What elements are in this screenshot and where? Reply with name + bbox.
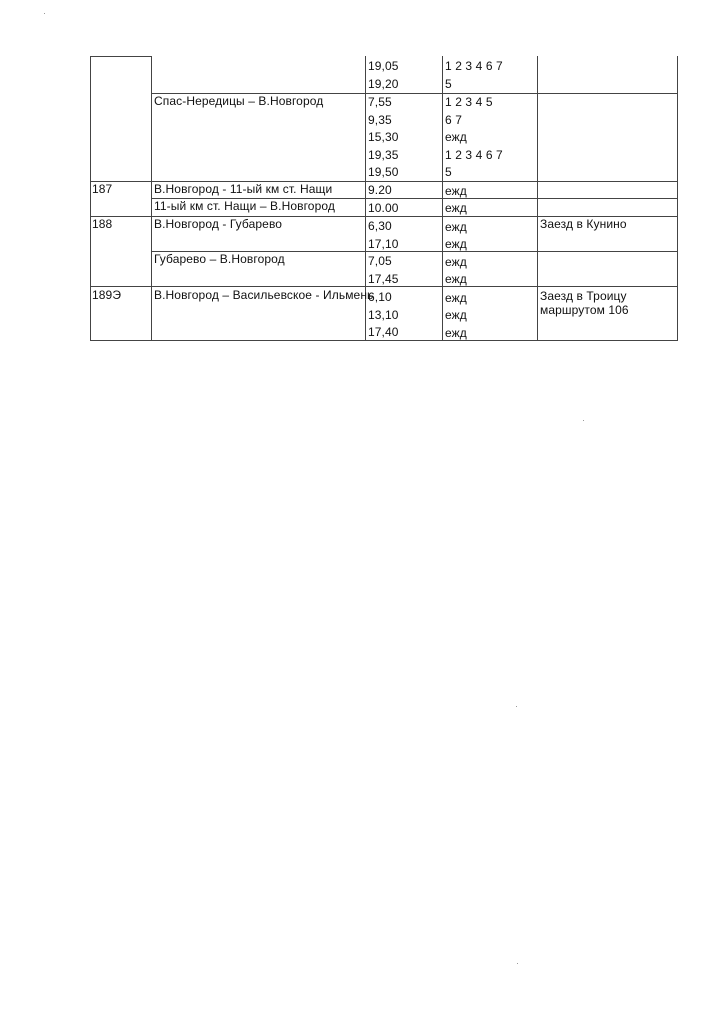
route-cell: Спас-Нередицы – В.Новгород xyxy=(154,94,324,108)
table-bottom-border xyxy=(90,340,678,341)
days-cell: 5 xyxy=(445,77,452,91)
route-number-cell: 187 xyxy=(92,182,113,196)
time-cell: 6,30 xyxy=(368,219,392,233)
days-cell: ежд xyxy=(445,272,467,286)
time-cell: 19,50 xyxy=(368,165,399,179)
route-cell: 11-ый км ст. Нащи – В.Новгород xyxy=(154,199,335,213)
time-cell: 17,45 xyxy=(368,272,399,286)
route-cell: В.Новгород – Васильевское - Ильмень xyxy=(154,288,374,302)
table-border-right xyxy=(677,56,678,341)
days-cell: ежд xyxy=(445,237,467,251)
note-cell: Заезд в Кунино xyxy=(540,217,627,231)
days-cell: ежд xyxy=(445,291,467,305)
note-cell: Заезд в Троицу маршрутом 106 xyxy=(540,289,629,317)
row-divider xyxy=(90,286,678,287)
route-cell: Губарево – В.Новгород xyxy=(154,252,285,266)
time-cell: 19,20 xyxy=(368,77,399,91)
time-cell: 10.00 xyxy=(368,201,399,215)
days-cell: ежд xyxy=(445,220,467,234)
days-cell: 1 2 3 4 5 xyxy=(445,95,493,109)
days-cell: ежд xyxy=(445,201,467,215)
time-cell: 7,05 xyxy=(368,254,392,268)
time-cell: 17,10 xyxy=(368,237,399,251)
time-cell: 7,55 xyxy=(368,95,392,109)
table-border-left xyxy=(90,56,91,341)
route-cell: В.Новгород - Губарево xyxy=(154,217,283,231)
days-cell: ежд xyxy=(445,184,467,198)
scan-speck xyxy=(517,963,518,964)
scan-speck xyxy=(44,13,45,14)
days-cell: ежд xyxy=(445,326,467,340)
schedule-table xyxy=(90,56,678,341)
days-cell: 6 7 xyxy=(445,113,462,127)
days-cell: 1 2 3 4 6 7 xyxy=(445,59,503,73)
days-cell: 1 2 3 4 6 7 xyxy=(445,148,503,162)
time-cell: 9,35 xyxy=(368,113,392,127)
days-cell: 5 xyxy=(445,165,452,179)
time-cell: 13,10 xyxy=(368,308,399,322)
route-number-cell: 188 xyxy=(92,217,113,231)
route-cell: В.Новгород - 11-ый км ст. Нащи xyxy=(154,182,333,196)
days-cell: ежд xyxy=(445,255,467,269)
days-cell: ежд xyxy=(445,130,467,144)
route-number-cell: 189Э xyxy=(92,288,122,302)
time-cell: 15,30 xyxy=(368,130,399,144)
scan-speck xyxy=(583,420,584,421)
time-cell: 19,05 xyxy=(368,59,399,73)
time-cell: 17,40 xyxy=(368,325,399,339)
time-cell: 9.20 xyxy=(368,183,392,197)
scan-speck xyxy=(516,706,517,707)
table-top-border xyxy=(90,56,151,57)
time-cell: 19,35 xyxy=(368,148,399,162)
time-cell: 6,10 xyxy=(368,290,392,304)
days-cell: ежд xyxy=(445,308,467,322)
